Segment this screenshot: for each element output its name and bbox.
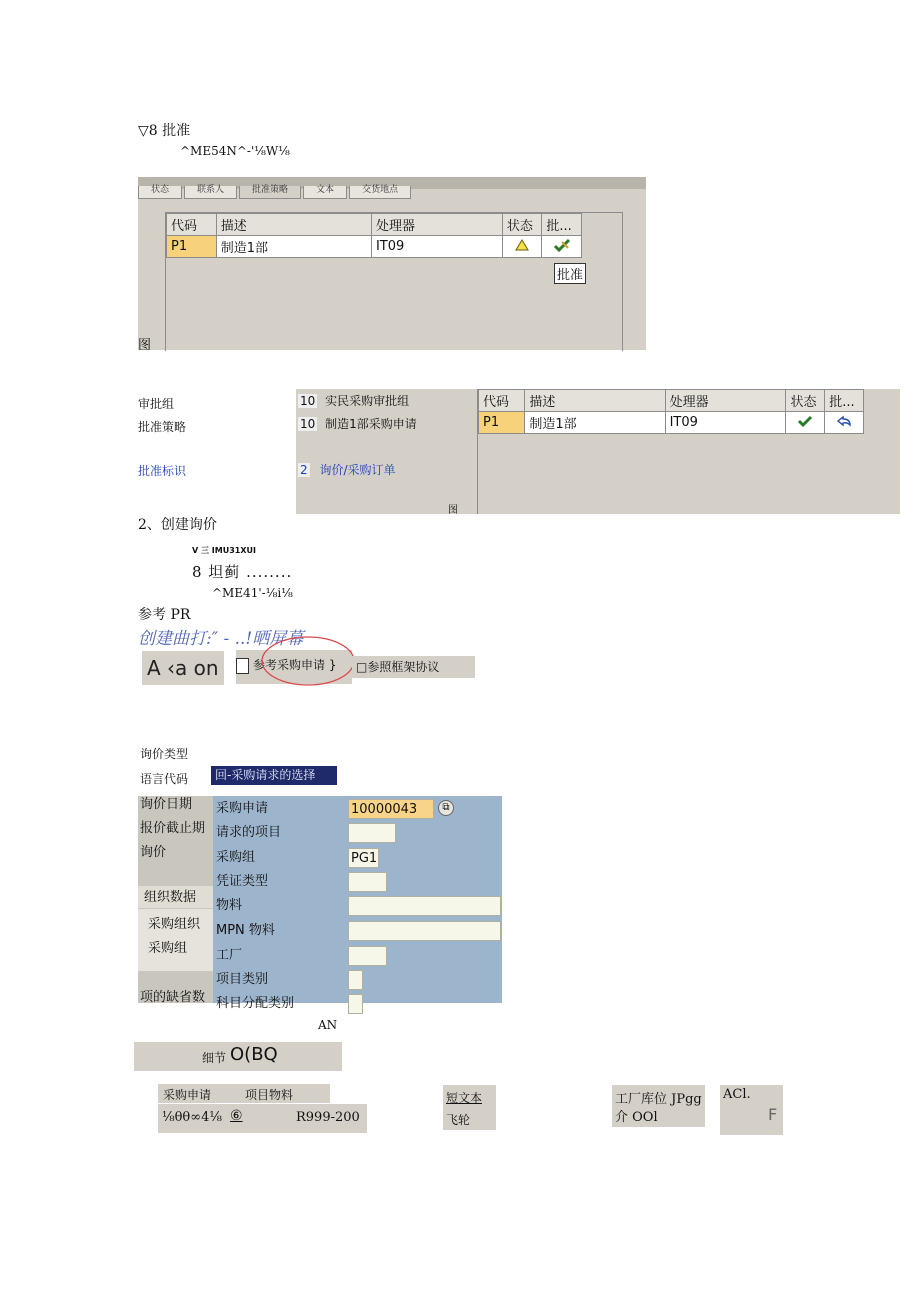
pr-number-input[interactable]: 10000043: [348, 799, 434, 819]
acl-value: F: [768, 1105, 778, 1124]
strategy-field: 10 制造1部采购申请: [300, 417, 417, 431]
mpn-input[interactable]: [348, 921, 501, 941]
strategy-table-area: [477, 389, 901, 514]
cell-handler: IT09: [665, 412, 786, 434]
pr-value-2: R999-200: [296, 1110, 360, 1125]
action-box: [142, 651, 224, 685]
approval-panel: [138, 177, 646, 353]
short-text-value: 飞轮: [446, 1113, 471, 1127]
approval-table-area: [165, 212, 623, 351]
pr-values-bar: [158, 1104, 367, 1133]
field-label-material: 物料: [216, 898, 243, 913]
col-status: 状态: [786, 390, 825, 412]
tab-text[interactable]: 文本: [303, 186, 347, 199]
menu-path: V 三 IMU31XUI: [192, 546, 256, 555]
cell-code[interactable]: P1: [479, 412, 525, 434]
nav-rfq: 询价: [140, 845, 167, 860]
tabstrip: [138, 177, 646, 195]
purch-group-input[interactable]: PG1: [348, 848, 379, 868]
field-label-pr: 采购申请: [216, 801, 269, 816]
item-category-input[interactable]: [348, 970, 363, 990]
label-approval-group: 审批组: [138, 397, 175, 411]
short-text-box: [443, 1085, 496, 1130]
col-desc: 描述: [525, 390, 665, 412]
plant-value: 介 OOl: [615, 1110, 658, 1125]
approve-tooltip: 批准: [554, 263, 586, 284]
cell-desc: 制造1部: [525, 412, 665, 434]
strategy-table: [478, 389, 864, 434]
undo-approve-icon[interactable]: [825, 412, 864, 434]
tab-status[interactable]: 状态: [138, 186, 182, 199]
dialog-title: 回-采购请求的选择: [211, 766, 337, 785]
nav-quote-deadline: 报价截止期: [140, 821, 206, 836]
col-handler: 处理器: [371, 214, 502, 236]
col-approve: 批...: [825, 390, 864, 412]
label-language: 语言代码: [140, 772, 189, 786]
cell-handler: IT09: [371, 236, 502, 258]
pr-header-1: 采购申请: [163, 1088, 212, 1102]
tab-contact[interactable]: 联系人: [184, 186, 237, 199]
pr-selection-form: [138, 796, 502, 1011]
approval-table: [166, 213, 582, 258]
approval-strategy-panel: [296, 389, 900, 514]
plant-header: 工厂库位 JPgg: [615, 1092, 702, 1107]
item-input[interactable]: [348, 823, 396, 843]
org-data-tab[interactable]: 组织数据: [138, 886, 213, 908]
circled-six: ⑥: [230, 1108, 243, 1124]
acct-assignment-input[interactable]: [348, 994, 363, 1014]
material-input[interactable]: [348, 896, 501, 916]
col-desc: 描述: [216, 214, 371, 236]
left-nav: [138, 796, 213, 1003]
transaction-path: ^ME54N^-'⅛W⅛: [180, 144, 290, 158]
plant-storage-box: [612, 1085, 705, 1127]
detail-suffix: O(BQ: [230, 1044, 278, 1065]
warning-triangle-icon: [502, 236, 542, 258]
red-highlight-circle: [258, 634, 358, 688]
pr-value-1: ⅛θθ∞4⅛: [162, 1110, 222, 1125]
field-label-plant: 工厂: [216, 948, 243, 963]
tab-delivery-address[interactable]: 交货地点: [349, 186, 411, 199]
label-approval-strategy: 批准策略: [138, 420, 187, 434]
ref-pr-button[interactable]: 参考采购申请 }: [236, 656, 336, 674]
approve-check-icon[interactable]: [542, 236, 582, 258]
label-rfq-type: 询价类型: [140, 747, 189, 761]
cell-desc: 制造1部: [216, 236, 371, 258]
col-code: 代码: [167, 214, 217, 236]
doc-type-input[interactable]: [348, 872, 387, 892]
field-label-acct-assignment: 科目分配类别: [216, 996, 295, 1011]
nav-purch-group: 采购组: [148, 941, 188, 956]
pr-header-2: 项目物料: [245, 1088, 294, 1102]
field-label-mpn: MPN 物料: [216, 923, 275, 938]
tab-approval-strategy[interactable]: 批准策略: [239, 186, 301, 199]
nav-item-defaults: 项的缺省数: [140, 990, 206, 1005]
green-check-icon: [786, 412, 825, 434]
grid-corner-icon[interactable]: 图: [138, 338, 152, 353]
col-status: 状态: [502, 214, 542, 236]
section-heading-approve: ▽8 批准: [138, 123, 191, 139]
table-row[interactable]: [479, 412, 864, 434]
action-label: A ‹a on: [147, 656, 219, 680]
nav-purch-org: 采购组织: [148, 917, 201, 932]
field-label-purch-group: 采购组: [216, 850, 256, 865]
screen-title: 创建曲打:″ - ..!晒屏幕: [138, 629, 304, 649]
multiple-selection-icon[interactable]: ⧉: [438, 800, 454, 816]
ref-pr-button-box: [236, 650, 352, 684]
sub-heading: 8 坦蓟 ........: [192, 563, 293, 581]
col-handler: 处理器: [665, 390, 786, 412]
detail-box: [134, 1042, 342, 1071]
tcode-label: ^ME41'-⅛i⅛: [212, 586, 293, 600]
field-label-item-category: 项目类别: [216, 972, 269, 987]
ref-pr-label: 参考 PR: [138, 607, 191, 623]
grid-corner-icon-2[interactable]: 图: [448, 505, 458, 516]
ref-contract-box: [352, 656, 475, 678]
acl-label: ACl.: [723, 1087, 751, 1102]
pr-header-bar: [158, 1084, 330, 1103]
detail-label: 细节: [202, 1051, 227, 1065]
section-heading-create-rfq: 2、创建询价: [138, 517, 217, 533]
col-code: 代码: [479, 390, 525, 412]
col-approve: 批...: [542, 214, 582, 236]
approval-group-field: 10 实民采购审批组: [300, 394, 410, 408]
field-label-doc-type: 凭证类型: [216, 874, 269, 889]
table-row[interactable]: [167, 236, 582, 258]
plant-input[interactable]: [348, 946, 387, 966]
acl-box: [720, 1085, 783, 1135]
an-label: AN: [318, 1018, 338, 1032]
indicator-field: 2 询价/采购订单: [300, 463, 396, 477]
field-label-item: 请求的项目: [216, 825, 282, 840]
ref-contract-button[interactable]: □参照框架协议: [356, 660, 440, 674]
nav-rfq-date: 询价日期: [140, 797, 193, 812]
cell-code[interactable]: P1: [167, 236, 217, 258]
short-text-header: 短文本: [446, 1091, 483, 1105]
document-icon: [236, 658, 249, 674]
label-approval-indicator: 批准标识: [138, 464, 187, 478]
